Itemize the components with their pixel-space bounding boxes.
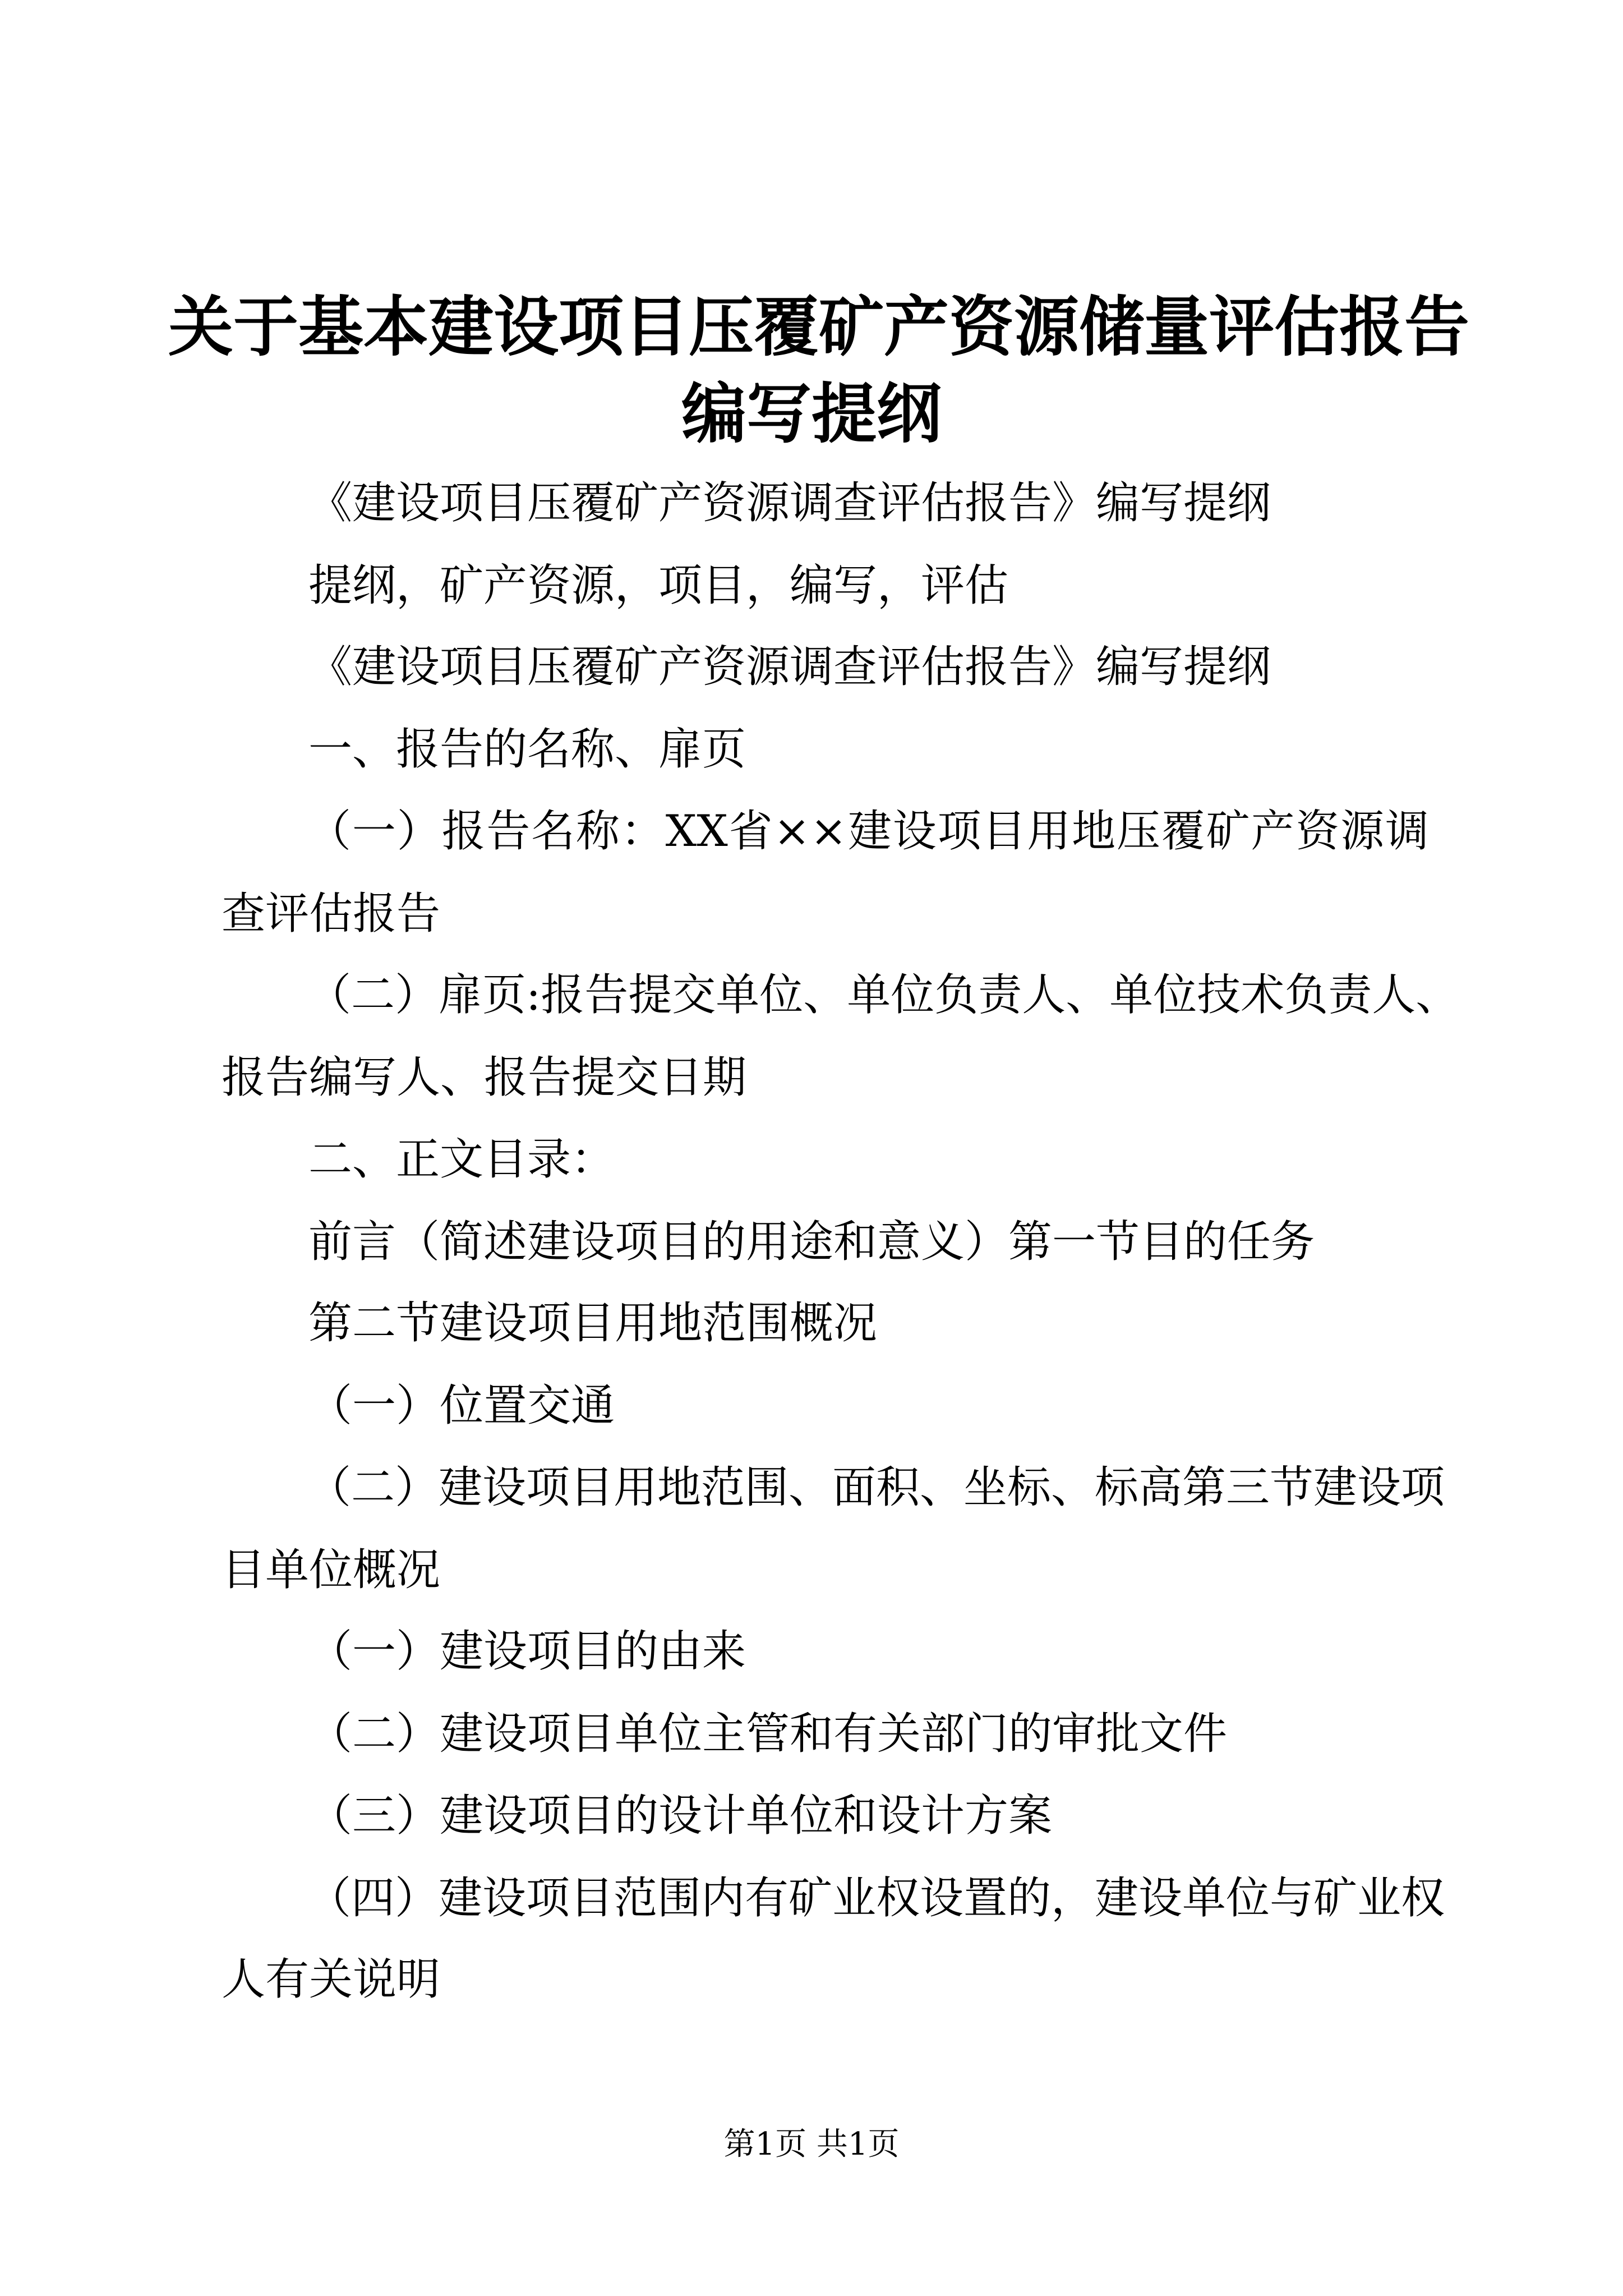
document-title-line-2: 编写提纲 [681, 376, 942, 452]
paragraph-subtitle: 《建设项目压覆矿产资源调查评估报告》编写提纲 [308, 478, 1271, 528]
toc-item-location: （一）位置交通 [308, 1381, 615, 1431]
paragraph-keywords: 提纲，矿产资源，项目，编写，评估 [308, 560, 1009, 611]
paragraph-subtitle-repeat: 《建设项目压覆矿产资源调查评估报告》编写提纲 [308, 642, 1271, 692]
toc-item-design: （三）建设项目的设计单位和设计方案 [308, 1791, 1053, 1841]
paragraph-report-name-cont: 查评估报告 [222, 889, 441, 939]
toc-preface: 前言（简述建设项目的用途和意义）第一节目的任务 [308, 1217, 1315, 1267]
section-heading-2: 二、正文目录： [308, 1134, 615, 1185]
toc-item-scope-cont: 目单位概况 [222, 1545, 441, 1595]
toc-item-mining-rights: （四）建设项目范围内有矿业权设置的，建设单位与矿业权 [307, 1873, 1445, 1924]
paragraph-report-name: （一）报告名称：XX省××建设项目用地压覆矿产资源调 [307, 806, 1429, 857]
toc-item-mining-rights-cont: 人有关说明 [222, 1954, 441, 2005]
toc-item-origin: （一）建设项目的由来 [308, 1626, 746, 1677]
paragraph-title-page-cont: 报告编写人、报告提交日期 [222, 1052, 747, 1103]
document-title-line-1: 关于基本建设项目压覆矿产资源储量评估报告 [168, 289, 1469, 365]
toc-item-scope: （二）建设项目用地范围、面积、坐标、标高第三节建设项 [307, 1462, 1445, 1513]
page-footer: 第1页 共1页 [723, 2126, 900, 2162]
section-heading-1: 一、报告的名称、扉页 [308, 724, 746, 775]
paragraph-title-page: （二）扉页:报告提交单位、单位负责人、单位技术负责人、 [307, 970, 1460, 1020]
toc-section-2: 第二节建设项目用地范围概况 [308, 1298, 878, 1349]
toc-item-approval: （二）建设项目单位主管和有关部门的审批文件 [308, 1709, 1228, 1759]
